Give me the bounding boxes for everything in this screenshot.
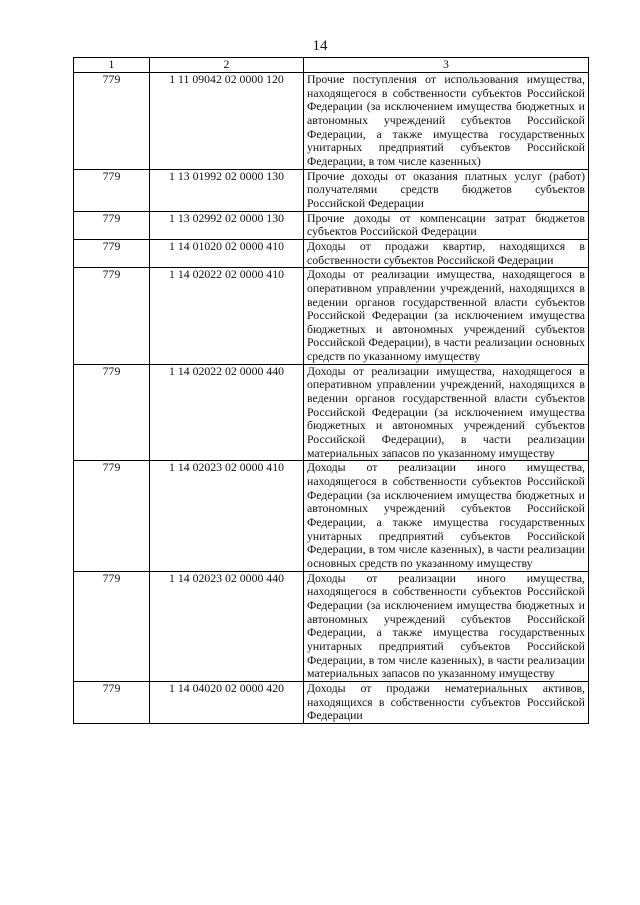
budget-code-cell: 1 13 01992 02 0000 130 <box>150 169 304 211</box>
admin-code-cell: 779 <box>74 364 150 461</box>
admin-code-cell: 779 <box>74 681 150 723</box>
table-row <box>74 364 589 461</box>
description-cell: Прочие доходы от компенсации затрат бюджетов субъектов Российской Федерации <box>304 211 589 239</box>
description-cell: Доходы от реализации иного имущества, находящегося в собственности субъектов Российской Федерации (за исключением имущества бюджетных и автономных учреждений субъектов Российской Федерации, а также имущества государственных унитарных предприятий субъектов Российской Федерации, в том числе казенных), в части реализации материальных запасов по указанному имуществу <box>304 571 589 681</box>
page-number: 14 <box>312 38 328 54</box>
description-cell: Доходы от реализации имущества, находящегося в оперативном управлении учреждений, находящихся в ведении органов государственной власти субъектов Российской Федерации (за исключением имущества бюджетных и автономных учреждений субъектов Российской Федерации), в части реализации основных средств по указанному имуществу <box>304 268 589 365</box>
admin-code-cell: 779 <box>74 571 150 681</box>
description-cell: Доходы от реализации имущества, находящегося в оперативном управлении учреждений, находящихся в ведении органов государственной власти субъектов Российской Федерации (за исключением имущества бюджетных и автономных учреждений субъектов Российской Федерации), в части реализации материальных запасов по указанному имуществу <box>304 364 589 461</box>
description-cell: Прочие поступления от использования имущества, находящегося в собственности субъектов Российской Федерации (за исключением имущества бюджетных и автономных учреждений субъектов Российской Федерации, а также имущества государственных унитарных предприятий субъектов Российской Федерации, в том числе казенных) <box>304 73 589 170</box>
table-row <box>74 73 589 170</box>
description-cell: Доходы от продажи квартир, находящихся в собственности субъектов Российской Федерации <box>304 239 589 267</box>
column-header-3: 3 <box>304 58 589 73</box>
admin-code-cell: 779 <box>74 239 150 267</box>
admin-code-cell: 779 <box>74 461 150 571</box>
budget-code-cell: 1 14 04020 02 0000 420 <box>150 681 304 723</box>
description-cell: Доходы от продажи нематериальных активов, находящихся в собственности субъектов Российской Федерации <box>304 681 589 723</box>
budget-code-cell: 1 14 02023 02 0000 440 <box>150 571 304 681</box>
table-row <box>74 681 589 723</box>
column-header-2: 2 <box>150 58 304 73</box>
admin-code-cell: 779 <box>74 169 150 211</box>
table-row <box>74 461 589 571</box>
table-row <box>74 239 589 267</box>
table-header-row <box>74 58 589 73</box>
admin-code-cell: 779 <box>74 268 150 365</box>
admin-code-cell: 779 <box>74 73 150 170</box>
budget-code-cell: 1 14 02022 02 0000 410 <box>150 268 304 365</box>
description-cell: Доходы от реализации иного имущества, находящегося в собственности субъектов Российской Федерации (за исключением имущества бюджетных и автономных учреждений субъектов Российской Федерации, а также имущества государственных унитарных предприятий субъектов Российской Федерации, в том числе казенных), в части реализации основных средств по указанному имуществу <box>304 461 589 571</box>
budget-code-cell: 1 14 01020 02 0000 410 <box>150 239 304 267</box>
column-header-1: 1 <box>74 58 150 73</box>
budget-code-cell: 1 13 02992 02 0000 130 <box>150 211 304 239</box>
table-row <box>74 211 589 239</box>
budget-code-cell: 1 14 02023 02 0000 410 <box>150 461 304 571</box>
budget-code-cell: 1 11 09042 02 0000 120 <box>150 73 304 170</box>
table-row <box>74 169 589 211</box>
table-row <box>74 571 589 681</box>
admin-code-cell: 779 <box>74 211 150 239</box>
budget-revenue-table <box>73 57 589 724</box>
table-row <box>74 268 589 365</box>
description-cell: Прочие доходы от оказания платных услуг (работ) получателями средств бюджетов субъектов Российской Федерации <box>304 169 589 211</box>
budget-code-cell: 1 14 02022 02 0000 440 <box>150 364 304 461</box>
